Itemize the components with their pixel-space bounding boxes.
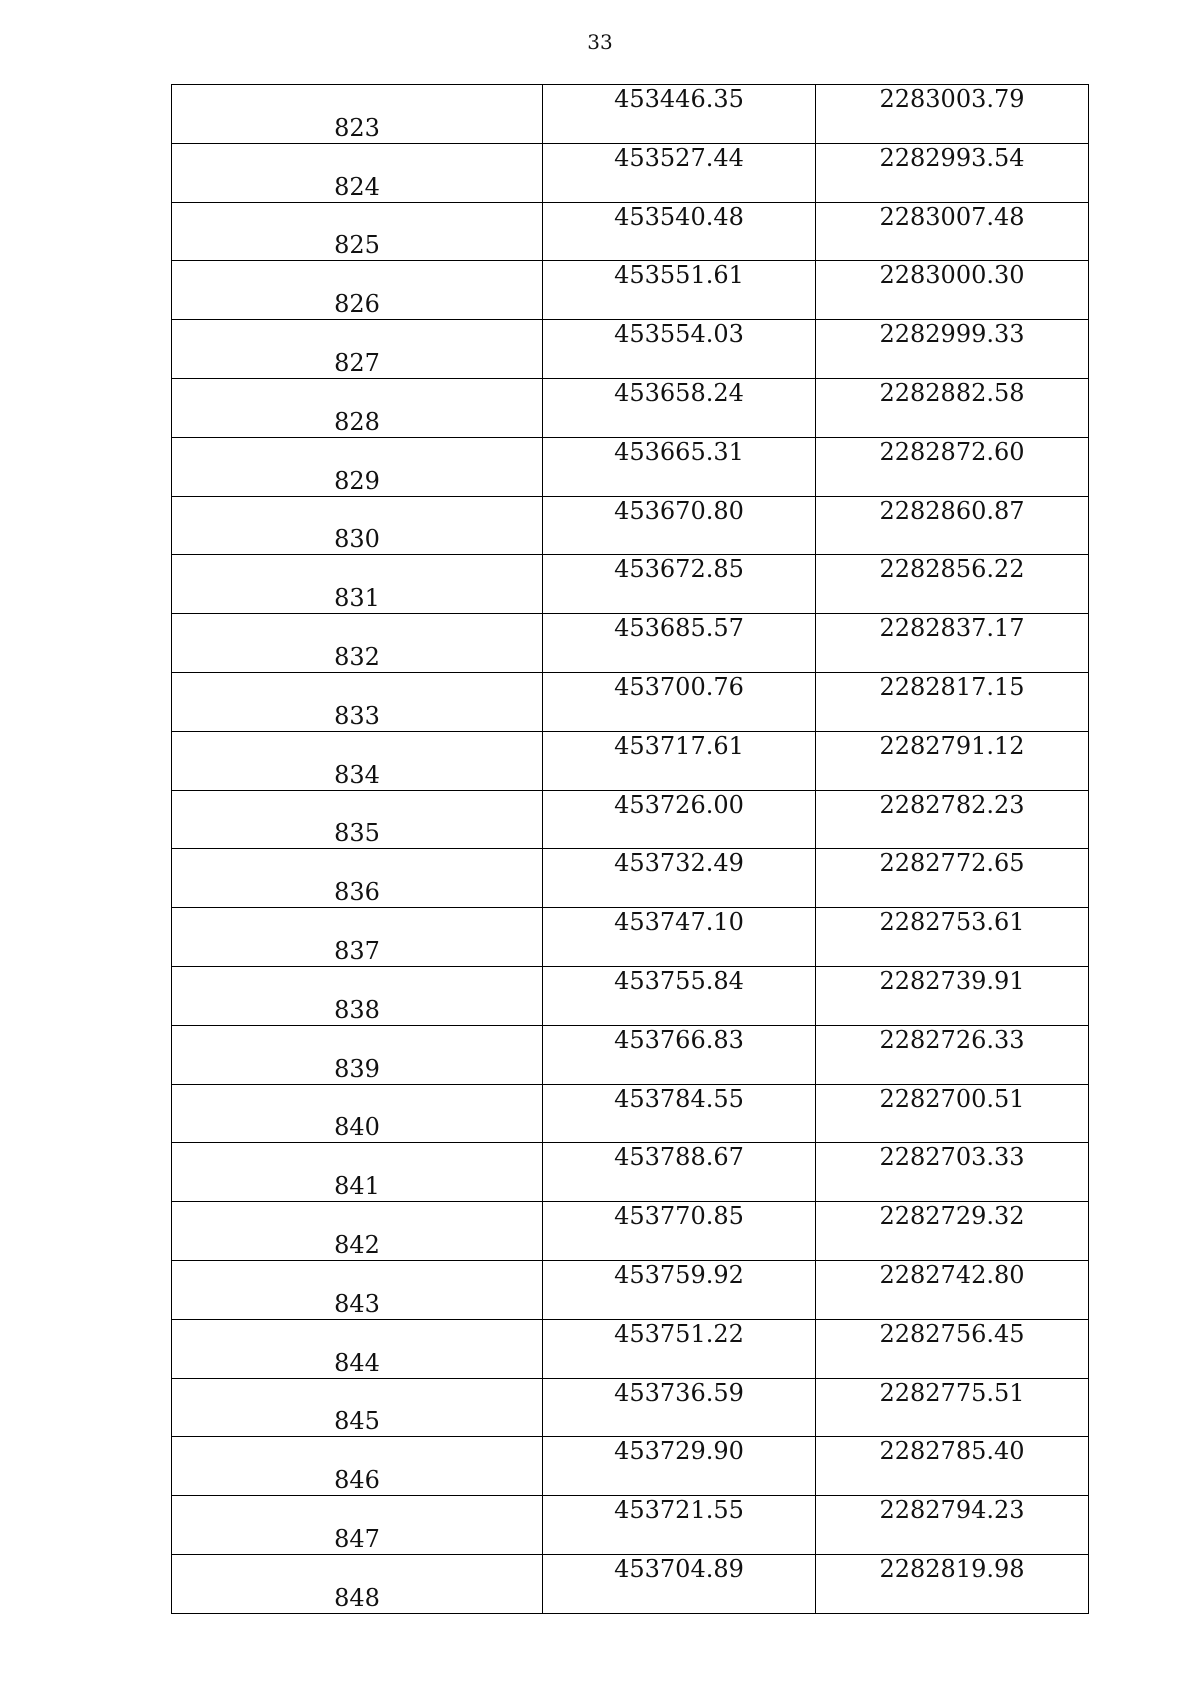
page-number: 33 [587, 30, 613, 54]
y-coordinate-text: 2283007.48 [879, 202, 1025, 231]
y-coordinate-cell [816, 496, 1089, 555]
y-coordinate-text: 2282993.54 [879, 143, 1025, 172]
point-number-cell [172, 731, 543, 790]
x-coordinate-cell [543, 731, 816, 790]
y-coordinate-cell [816, 1554, 1089, 1613]
y-coordinate-text: 2282794.23 [879, 1496, 1025, 1525]
x-coordinate-cell [543, 908, 816, 967]
x-coordinate-cell [543, 1025, 816, 1084]
point-number-text: 825 [334, 231, 380, 260]
point-number-cell [172, 496, 543, 555]
x-coordinate-cell [543, 1143, 816, 1202]
y-coordinate-cell [816, 1025, 1089, 1084]
x-coordinate-text: 453554.03 [614, 320, 744, 349]
y-coordinate-text: 2282856.22 [879, 555, 1025, 584]
point-number-cell [172, 1143, 543, 1202]
point-number-text: 826 [334, 290, 380, 319]
y-coordinate-cell [816, 966, 1089, 1025]
point-number-cell [172, 437, 543, 496]
x-coordinate-cell [543, 202, 816, 261]
table-row [172, 614, 1089, 673]
point-number-cell [172, 849, 543, 908]
point-number-cell [172, 1084, 543, 1143]
table-row [172, 1260, 1089, 1319]
y-coordinate-cell [816, 672, 1089, 731]
point-number-text: 830 [334, 525, 380, 554]
x-coordinate-cell [543, 555, 816, 614]
x-coordinate-text: 453751.22 [614, 1319, 744, 1348]
x-coordinate-text: 453766.83 [614, 1025, 744, 1054]
x-coordinate-cell [543, 1319, 816, 1378]
table-row [172, 849, 1089, 908]
x-coordinate-cell [543, 1554, 816, 1613]
table-row [172, 1554, 1089, 1613]
point-number-cell [172, 908, 543, 967]
y-coordinate-text: 2282772.65 [879, 849, 1025, 878]
x-coordinate-text: 453672.85 [614, 555, 744, 584]
y-coordinate-cell [816, 202, 1089, 261]
point-number-cell [172, 1025, 543, 1084]
table-row [172, 202, 1089, 261]
y-coordinate-text: 2283000.30 [879, 261, 1025, 290]
point-number-text: 840 [334, 1113, 380, 1142]
x-coordinate-text: 453446.35 [614, 85, 744, 113]
y-coordinate-cell [816, 1084, 1089, 1143]
point-number-cell [172, 1319, 543, 1378]
x-coordinate-cell [543, 1084, 816, 1143]
point-number-text: 839 [334, 1054, 380, 1083]
y-coordinate-cell [816, 908, 1089, 967]
point-number-text: 846 [334, 1466, 380, 1495]
point-number-text: 833 [334, 701, 380, 730]
y-coordinate-cell [816, 378, 1089, 437]
point-number-text: 848 [334, 1583, 380, 1612]
x-coordinate-text: 453732.49 [614, 849, 744, 878]
y-coordinate-cell [816, 320, 1089, 379]
point-number-cell [172, 202, 543, 261]
point-number-cell [172, 85, 543, 144]
y-coordinate-cell [816, 790, 1089, 849]
y-coordinate-cell [816, 1202, 1089, 1261]
y-coordinate-text: 2282739.91 [879, 966, 1025, 995]
x-coordinate-text: 453540.48 [614, 202, 744, 231]
x-coordinate-text: 453721.55 [614, 1496, 744, 1525]
table-row [172, 143, 1089, 202]
point-number-cell [172, 672, 543, 731]
table-row [172, 85, 1089, 144]
y-coordinate-cell [816, 1143, 1089, 1202]
x-coordinate-cell [543, 261, 816, 320]
y-coordinate-text: 2282726.33 [879, 1025, 1025, 1054]
x-coordinate-text: 453551.61 [614, 261, 744, 290]
x-coordinate-text: 453665.31 [614, 437, 744, 466]
point-number-cell [172, 1437, 543, 1496]
table-row [172, 1378, 1089, 1437]
y-coordinate-cell [816, 143, 1089, 202]
table-body [172, 85, 1089, 1614]
x-coordinate-text: 453670.80 [614, 496, 744, 525]
y-coordinate-text: 2282703.33 [879, 1143, 1025, 1172]
point-number-cell [172, 1554, 543, 1613]
table-row [172, 1084, 1089, 1143]
point-number-cell [172, 555, 543, 614]
y-coordinate-cell [816, 261, 1089, 320]
table-row [172, 496, 1089, 555]
x-coordinate-text: 453704.89 [614, 1554, 744, 1583]
y-coordinate-text: 2282882.58 [879, 378, 1025, 407]
point-number-text: 836 [334, 878, 380, 907]
point-number-text: 844 [334, 1348, 380, 1377]
y-coordinate-text: 2282817.15 [879, 672, 1025, 701]
point-number-text: 824 [334, 172, 380, 201]
y-coordinate-text: 2282872.60 [879, 437, 1025, 466]
table-row [172, 1496, 1089, 1555]
table-row [172, 672, 1089, 731]
point-number-text: 828 [334, 407, 380, 436]
point-number-cell [172, 378, 543, 437]
x-coordinate-text: 453759.92 [614, 1260, 744, 1289]
point-number-cell [172, 143, 543, 202]
x-coordinate-text: 453658.24 [614, 378, 744, 407]
y-coordinate-cell [816, 1496, 1089, 1555]
y-coordinate-text: 2282791.12 [879, 731, 1025, 760]
x-coordinate-cell [543, 143, 816, 202]
table-row [172, 1437, 1089, 1496]
point-number-cell [172, 261, 543, 320]
y-coordinate-cell [816, 85, 1089, 144]
point-number-text: 842 [334, 1230, 380, 1259]
point-number-cell [172, 1496, 543, 1555]
y-coordinate-text: 2282999.33 [879, 320, 1025, 349]
y-coordinate-text: 2282775.51 [879, 1378, 1025, 1407]
table-row [172, 1143, 1089, 1202]
x-coordinate-cell [543, 849, 816, 908]
point-number-text: 841 [334, 1172, 380, 1201]
point-number-cell [172, 1260, 543, 1319]
y-coordinate-text: 2282756.45 [879, 1319, 1025, 1348]
table-row [172, 555, 1089, 614]
y-coordinate-cell [816, 731, 1089, 790]
x-coordinate-cell [543, 1260, 816, 1319]
table-row [172, 790, 1089, 849]
coordinates-table [171, 84, 1089, 1614]
x-coordinate-cell [543, 1378, 816, 1437]
x-coordinate-cell [543, 966, 816, 1025]
table-row [172, 261, 1089, 320]
x-coordinate-text: 453527.44 [614, 143, 744, 172]
point-number-text: 845 [334, 1407, 380, 1436]
y-coordinate-text: 2282782.23 [879, 790, 1025, 819]
y-coordinate-cell [816, 1260, 1089, 1319]
y-coordinate-cell [816, 1319, 1089, 1378]
y-coordinate-cell [816, 849, 1089, 908]
x-coordinate-cell [543, 378, 816, 437]
point-number-cell [172, 790, 543, 849]
point-number-cell [172, 1202, 543, 1261]
table-row [172, 437, 1089, 496]
y-coordinate-text: 2282729.32 [879, 1202, 1025, 1231]
point-number-cell [172, 966, 543, 1025]
y-coordinate-text: 2282837.17 [879, 614, 1025, 643]
x-coordinate-cell [543, 496, 816, 555]
x-coordinate-cell [543, 790, 816, 849]
point-number-text: 838 [334, 995, 380, 1024]
x-coordinate-cell [543, 614, 816, 673]
y-coordinate-text: 2283003.79 [879, 85, 1025, 113]
y-coordinate-cell [816, 555, 1089, 614]
x-coordinate-text: 453770.85 [614, 1202, 744, 1231]
table-row [172, 1319, 1089, 1378]
point-number-text: 837 [334, 936, 380, 965]
y-coordinate-text: 2282860.87 [879, 496, 1025, 525]
x-coordinate-text: 453726.00 [614, 790, 744, 819]
y-coordinate-cell [816, 614, 1089, 673]
point-number-text: 847 [334, 1524, 380, 1553]
x-coordinate-text: 453755.84 [614, 966, 744, 995]
x-coordinate-cell [543, 437, 816, 496]
table-row [172, 731, 1089, 790]
point-number-text: 829 [334, 466, 380, 495]
y-coordinate-text: 2282742.80 [879, 1260, 1025, 1289]
x-coordinate-text: 453700.76 [614, 672, 744, 701]
y-coordinate-cell [816, 1437, 1089, 1496]
table-row [172, 1025, 1089, 1084]
y-coordinate-cell [816, 1378, 1089, 1437]
x-coordinate-cell [543, 1202, 816, 1261]
x-coordinate-text: 453685.57 [614, 614, 744, 643]
point-number-cell [172, 1378, 543, 1437]
y-coordinate-text: 2282785.40 [879, 1437, 1025, 1466]
x-coordinate-text: 453747.10 [614, 908, 744, 937]
x-coordinate-text: 453717.61 [614, 731, 744, 760]
point-number-text: 823 [334, 113, 380, 142]
x-coordinate-cell [543, 85, 816, 144]
x-coordinate-cell [543, 1496, 816, 1555]
table-row [172, 320, 1089, 379]
point-number-text: 843 [334, 1289, 380, 1318]
x-coordinate-cell [543, 320, 816, 379]
point-number-text: 834 [334, 760, 380, 789]
point-number-text: 835 [334, 819, 380, 848]
point-number-cell [172, 320, 543, 379]
y-coordinate-text: 2282819.98 [879, 1554, 1025, 1583]
table-row [172, 966, 1089, 1025]
point-number-text: 832 [334, 642, 380, 671]
x-coordinate-text: 453784.55 [614, 1084, 744, 1113]
point-number-text: 831 [334, 584, 380, 613]
y-coordinate-text: 2282753.61 [879, 908, 1025, 937]
table-row [172, 1202, 1089, 1261]
y-coordinate-cell [816, 437, 1089, 496]
table-row [172, 908, 1089, 967]
point-number-text: 827 [334, 348, 380, 377]
point-number-cell [172, 614, 543, 673]
x-coordinate-cell [543, 672, 816, 731]
y-coordinate-text: 2282700.51 [879, 1084, 1025, 1113]
table-row [172, 378, 1089, 437]
x-coordinate-text: 453788.67 [614, 1143, 744, 1172]
x-coordinate-cell [543, 1437, 816, 1496]
x-coordinate-text: 453736.59 [614, 1378, 744, 1407]
x-coordinate-text: 453729.90 [614, 1437, 744, 1466]
